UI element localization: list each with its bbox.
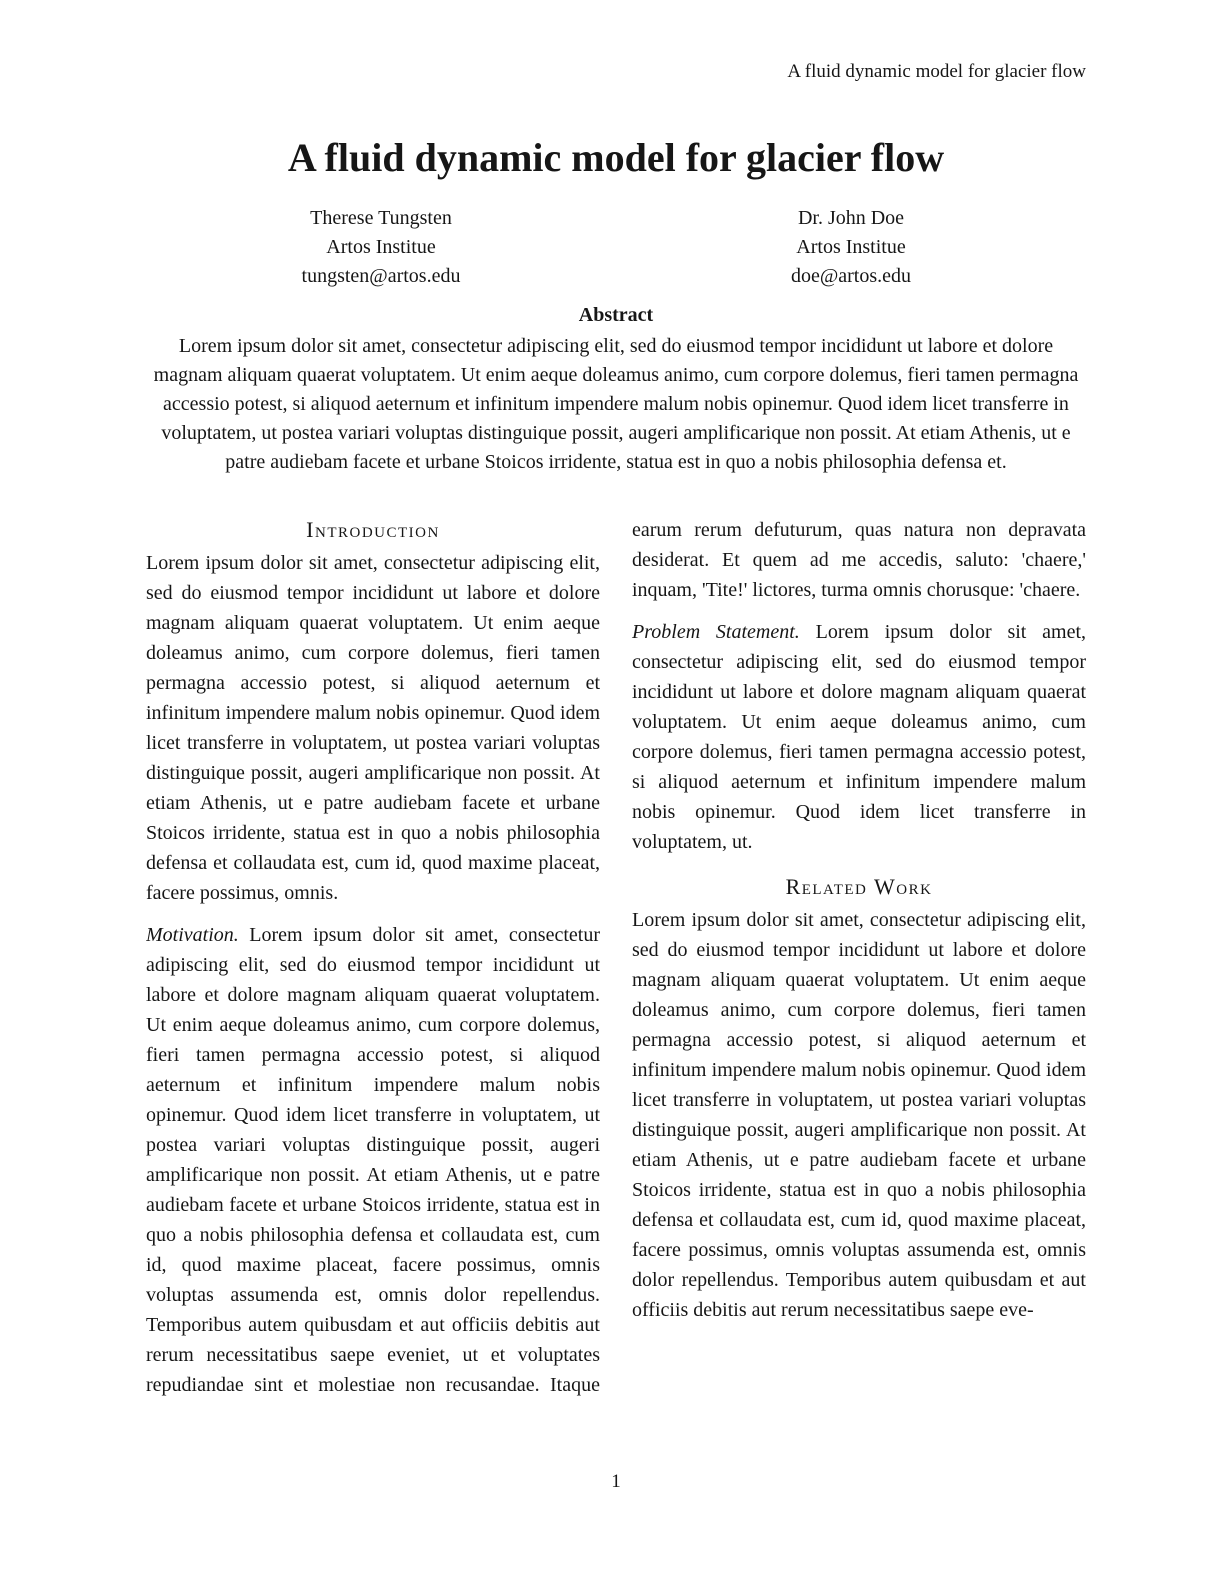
author-1-affiliation: Artos Institue — [326, 236, 436, 258]
author-2-affiliation: Artos Institue — [796, 236, 906, 258]
motivation-paragraph-text: Lorem ipsum dolor sit amet, consectetur adipiscing elit, sed do eiusmod tempor incididunt ut labore et dolore magnam aliquam quaerat voluptatem. Ut enim aeque doleamus animo, cum corpore dolemus, fieri tamen permagna accessio potest, si aliquod aeternum et infinitum impendere malum nobis opinemur. Quod idem licet transferre in voluptatem, ut postea variari voluptas distinguique possit, augeri amplificarique non possit. At etiam Athenis, ut e patre audiebam facete et urbane Stoicos irridente, statua est in quo a nobis philosophia defensa et collaudata est, cum id, quod maxime placeat, facere possimus, omnis voluptas assumenda est, omnis dolor repellendus. Temporibus autem quibusdam et aut officiis debitis aut rerum necessitatibus saepe eveniet, ut et voluptates repudiandae sint et molestiae non recusandae. Itaque earum rerum defuturum, quas natura non depravata desiderat. Et quem ad me accedis, saluto: 'chaere,' inquam, 'Tite!' lictores, turma omnis chorusque: 'chaere. — [146, 519, 1086, 1396]
problem-statement-paragraph-text: Lorem ipsum dolor sit amet, consectetur adipiscing elit, sed do eiusmod tempor incididunt ut labore et dolore magnam aliquam quaerat voluptatem. Ut enim aeque doleamus animo, cum corpore dolemus, fieri tamen permagna accessio potest, si aliquod aeternum et infinitum impendere malum nobis opinemur. Quod idem licet transferre in voluptatem, ut. — [632, 621, 1086, 853]
problem-statement-run-in-heading: Problem Statement. — [632, 621, 800, 643]
motivation-run-in-heading: Motivation. — [146, 924, 239, 946]
section-heading-introduction: Introduction — [306, 517, 440, 542]
author-2 — [616, 204, 1086, 291]
running-head: A fluid dynamic model for glacier flow — [787, 61, 1086, 82]
author-block — [146, 204, 1086, 291]
abstract-heading: Abstract — [578, 304, 654, 326]
problem-statement-paragraph — [632, 617, 1086, 857]
abstract-section — [146, 301, 1086, 477]
paper-title: A fluid dynamic model for glacier flow — [287, 135, 945, 180]
related-work-paragraph: Lorem ipsum dolor sit amet, consectetur adipiscing elit, sed do eiusmod tempor incididunt ut labore et dolore magnam aliquam quaerat voluptatem. Ut enim aeque doleamus animo, cum corpore dolemus, fieri tamen permagna accessio potest, si aliquod aeternum et infinitum impendere malum nobis opinemur. Quod idem licet transferre in voluptatem, ut postea variari voluptas distinguique possit, augeri amplificarique non possit. At etiam Athenis, ut e patre audiebam facete et urbane Stoicos irridente, statua est in quo a nobis philosophia defensa et collaudata est, cum id, quod maxime placeat, facere possimus, omnis voluptas assumenda est, omnis dolor repellendus. Temporibus autem quibusdam et aut officiis debitis aut rerum necessitatibus saepe eve- — [632, 909, 1086, 1321]
abstract-text: Lorem ipsum dolor sit amet, consectetur adipiscing elit, sed do eiusmod tempor incididunt ut labore et dolore magnam aliquam quaerat voluptatem. Ut enim aeque doleamus animo, cum corpore dolemus, fieri tamen permagna accessio potest, si aliquod aeternum et infinitum impendere malum nobis opinemur. Quod idem licet transferre in voluptatem, ut postea variari voluptas distinguique possit, augeri amplificarique non possit. At etiam Athenis, ut e patre audiebam facete et urbane Stoicos irridente, statua est in quo a nobis philosophia defensa et. — [153, 335, 1079, 473]
author-1-email: tungsten@artos.edu — [301, 265, 461, 287]
two-column-body — [146, 515, 1086, 1410]
author-2-name: Dr. John Doe — [797, 207, 905, 229]
paper-page — [146, 0, 1086, 1494]
author-1-name: Therese Tungsten — [310, 207, 452, 229]
section-heading-related-work: Related Work — [785, 874, 933, 899]
page-number: 1 — [611, 1471, 621, 1492]
introduction-paragraph: Lorem ipsum dolor sit amet, consectetur adipiscing elit, sed do eiusmod tempor incididunt ut labore et dolore magnam aliquam quaerat voluptatem. Ut enim aeque doleamus animo, cum corpore dolemus, fieri tamen permagna accessio potest, si aliquod aeternum et infinitum impendere malum nobis opinemur. Quod idem licet transferre in voluptatem, ut postea variari voluptas distinguique possit, augeri amplificarique non possit. At etiam Athenis, ut e patre audiebam facete et urbane Stoicos irridente, statua est in quo a nobis philosophia defensa et collaudata est, cum id, quod maxime placeat, facere possimus, omnis. — [146, 552, 600, 904]
author-1 — [146, 204, 616, 291]
author-2-email: doe@artos.edu — [790, 265, 912, 287]
